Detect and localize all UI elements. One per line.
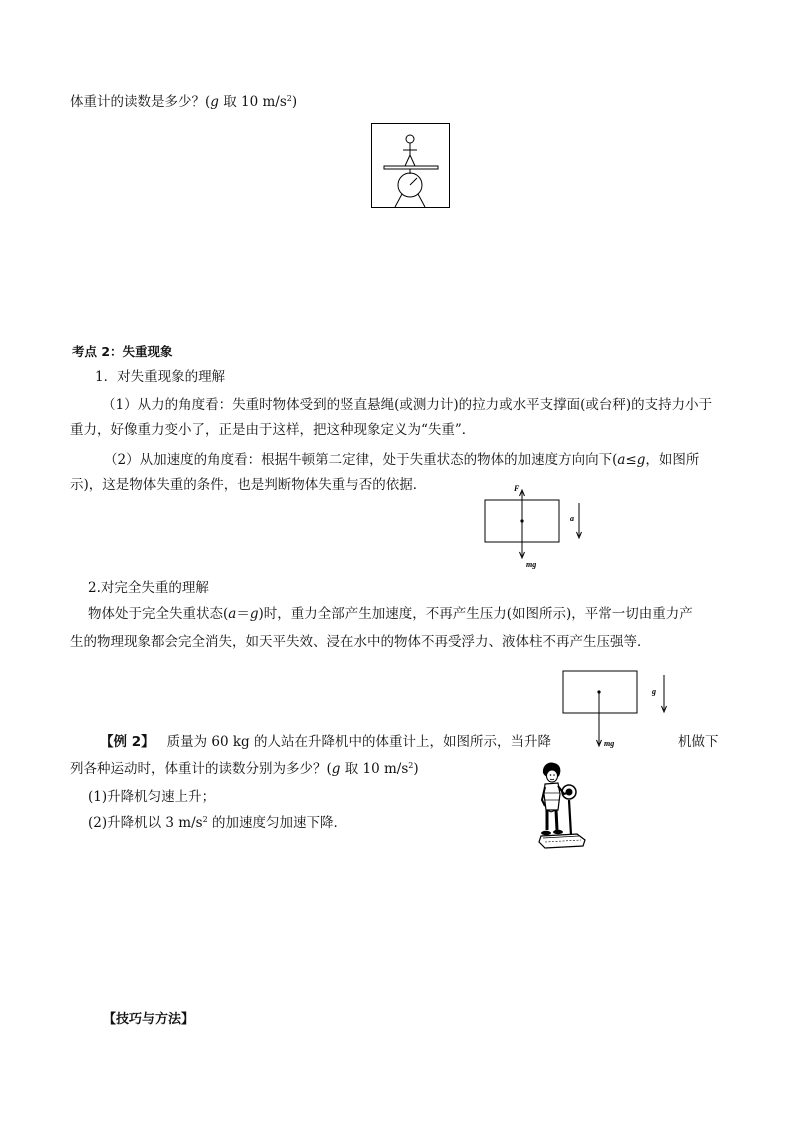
paren-close: ) bbox=[413, 761, 419, 777]
g-symbol: g bbox=[636, 452, 646, 468]
accel-label-a: a bbox=[570, 514, 574, 523]
person-on-scale-illustration bbox=[533, 760, 593, 850]
g-value: 取 10 m/s bbox=[218, 94, 287, 110]
le-symbol: ≤ bbox=[625, 452, 637, 468]
p2-text-a: （2）从加速度的角度看：根据牛顿第二定律，处于失重状态的物体的加速度方向向下( bbox=[104, 452, 618, 468]
tips-label: 【技巧与方法】 bbox=[103, 1012, 195, 1027]
question-text: 体重计的读数是多少？( bbox=[70, 94, 211, 110]
question-continuation bbox=[70, 93, 297, 111]
weight-label-mg: mg bbox=[526, 560, 537, 569]
force-diagram-1 bbox=[484, 483, 584, 573]
q2-text-b: 的加速度匀加速下降． bbox=[207, 815, 347, 831]
example2-line1 bbox=[100, 733, 551, 751]
example-tag: 【例 2】 bbox=[100, 734, 155, 750]
weight-label-mg: mg bbox=[604, 739, 615, 748]
q2-text-a: (2)升降机以 3 m/s bbox=[88, 815, 203, 831]
paragraph1-line2: 重力，好像重力变小了，正是由于这样，把这种现象定义为“失重”． bbox=[70, 422, 476, 438]
paragraph3-line1 bbox=[88, 605, 693, 623]
paragraph3-line2: 生的物理现象都会完全消失，如天平失效、浸在水中的物体不再受浮力、液体柱不再产生压强等． bbox=[70, 634, 651, 650]
force-label-F: F bbox=[514, 484, 520, 493]
g-symbol: g bbox=[210, 94, 219, 110]
g-symbol: g bbox=[249, 606, 259, 622]
p3-text-a: 物体处于完全失重状态( bbox=[88, 606, 229, 622]
exponent: 2 bbox=[286, 94, 292, 103]
gravity-label-g: g bbox=[652, 687, 656, 696]
a-symbol: a bbox=[228, 606, 237, 622]
paren-close: ) bbox=[291, 94, 298, 110]
exponent: 2 bbox=[202, 815, 208, 824]
p3-text-b: )时，重力全部产生加速度，不再产生压力(如图所示)，平常一切由重力产 bbox=[258, 606, 693, 622]
g-symbol: g bbox=[331, 761, 341, 777]
exponent: 2 bbox=[408, 761, 414, 770]
g-value: 取 10 m/s bbox=[340, 761, 409, 777]
item2-title: 2.对完全失重的理解 bbox=[88, 580, 209, 596]
item1-title: 1．对失重现象的理解 bbox=[95, 369, 226, 385]
example-text-2: 列各种运动时，体重计的读数分别为多少？( bbox=[70, 761, 332, 777]
scale-figure bbox=[371, 123, 451, 209]
p2-text-b: ，如图所 bbox=[645, 452, 700, 468]
example-text: 质量为 60 kg 的人站在升降机中的体重计上，如图所示，当升降 bbox=[166, 734, 551, 750]
force-diagram-2 bbox=[562, 670, 672, 755]
paragraph1-line1: （1）从力的角度看：失重时物体受到的竖直悬绳(或测力计)的拉力或水平支撑面(或台秤)的支持力小于 bbox=[102, 397, 713, 413]
question-1: (1)升降机匀速上升； bbox=[88, 789, 216, 805]
paragraph2-line1 bbox=[104, 451, 699, 469]
section-heading: 考点 2：失重现象 bbox=[72, 344, 173, 359]
eq-symbol: ＝ bbox=[236, 606, 250, 622]
paragraph2-line2: 示)，这是物体失重的条件，也是判断物体失重与否的依据． bbox=[70, 477, 427, 493]
question-2 bbox=[88, 814, 347, 832]
example2-line2 bbox=[70, 760, 419, 778]
example2-line1-tail: 机做下 bbox=[678, 734, 719, 750]
a-symbol: a bbox=[617, 452, 626, 468]
